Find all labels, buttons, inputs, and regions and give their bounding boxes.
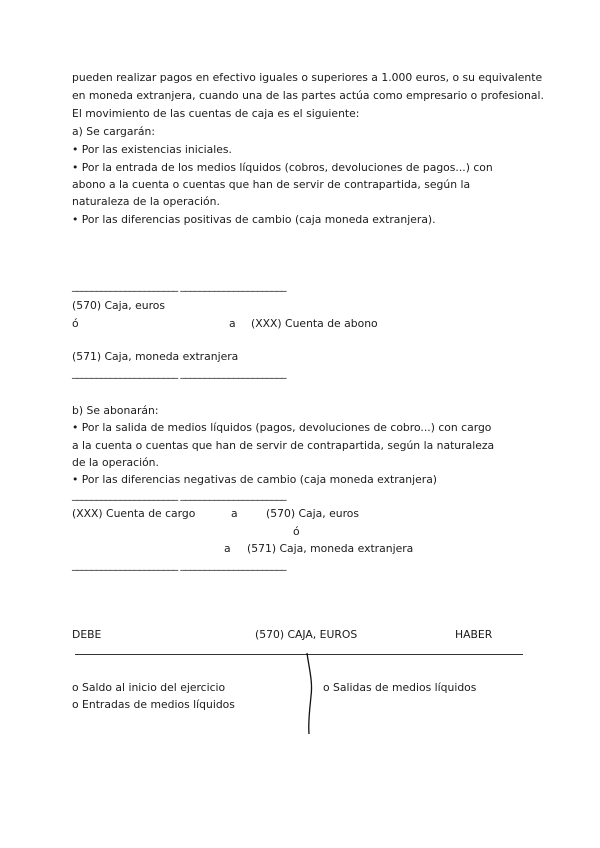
t-account-vertical-stroke [307,653,312,734]
bullet-item: • Por las existencias iniciales. [72,143,232,156]
entry-rule-top: ______________________ ______________________ [72,279,286,292]
debit-item: o Saldo al inicio del ejercicio [72,681,226,694]
entry-rule-bottom: ______________________ ______________________ [72,558,286,571]
debit-account-euros: (570) Caja, euros [72,299,166,312]
debit-item: o Entradas de medios líquidos [72,698,235,711]
entry-rule-top: ______________________ ______________________ [72,488,286,501]
section-b-heading: b) Se abonarán: [72,404,159,417]
intro-line: pueden realizar pagos en efectivo iguales o superiores a 1.000 euros, o su equivalente [72,71,543,84]
entry-rule-bottom: ______________________ ______________________ [72,366,286,379]
debit-account-foreign: (571) Caja, moneda extranjera [72,350,239,363]
bullet-continuation: naturaleza de la operación. [72,195,220,208]
credit-account-abono: (XXX) Cuenta de abono [251,317,378,330]
section-a-heading: a) Se cargarán: [72,125,155,138]
t-account-vertical-rule [300,650,316,736]
bullet-item: • Por la salida de medios líquidos (pagos, devoluciones de cobro...) con cargo [72,421,492,434]
bullet-continuation: a la cuenta o cuentas que han de servir de contrapartida, según la naturaleza [72,439,495,452]
or-separator: ó [293,525,300,538]
intro-line: en moneda extranjera, cuando una de las partes actúa como empresario o profesional. [72,89,544,102]
or-separator: ó [72,317,79,330]
credit-account-foreign: (571) Caja, moneda extranjera [247,542,414,555]
entry-connector-a: a [224,542,231,555]
haber-label: HABER [455,628,493,641]
t-account-title: (570) CAJA, EUROS [255,628,358,641]
entry-connector-a: a [229,317,236,330]
bullet-item: • Por la entrada de los medios líquidos (cobros, devoluciones de pagos...) con [72,161,493,174]
entry-connector-a: a [231,507,238,520]
debit-account-cargo: (XXX) Cuenta de cargo [72,507,196,520]
bullet-item: • Por las diferencias negativas de cambio (caja moneda extranjera) [72,473,438,486]
intro-line: El movimiento de las cuentas de caja es el siguiente: [72,107,360,120]
credit-item: o Salidas de medios líquidos [323,681,477,694]
t-account-horizontal-rule [75,654,523,655]
debe-label: DEBE [72,628,102,641]
bullet-continuation: abono a la cuenta o cuentas que han de servir de contrapartida, según la [72,178,471,191]
credit-account-euros: (570) Caja, euros [266,507,360,520]
bullet-continuation: de la operación. [72,456,159,469]
bullet-item: • Por las diferencias positivas de cambio (caja moneda extranjera). [72,213,436,226]
